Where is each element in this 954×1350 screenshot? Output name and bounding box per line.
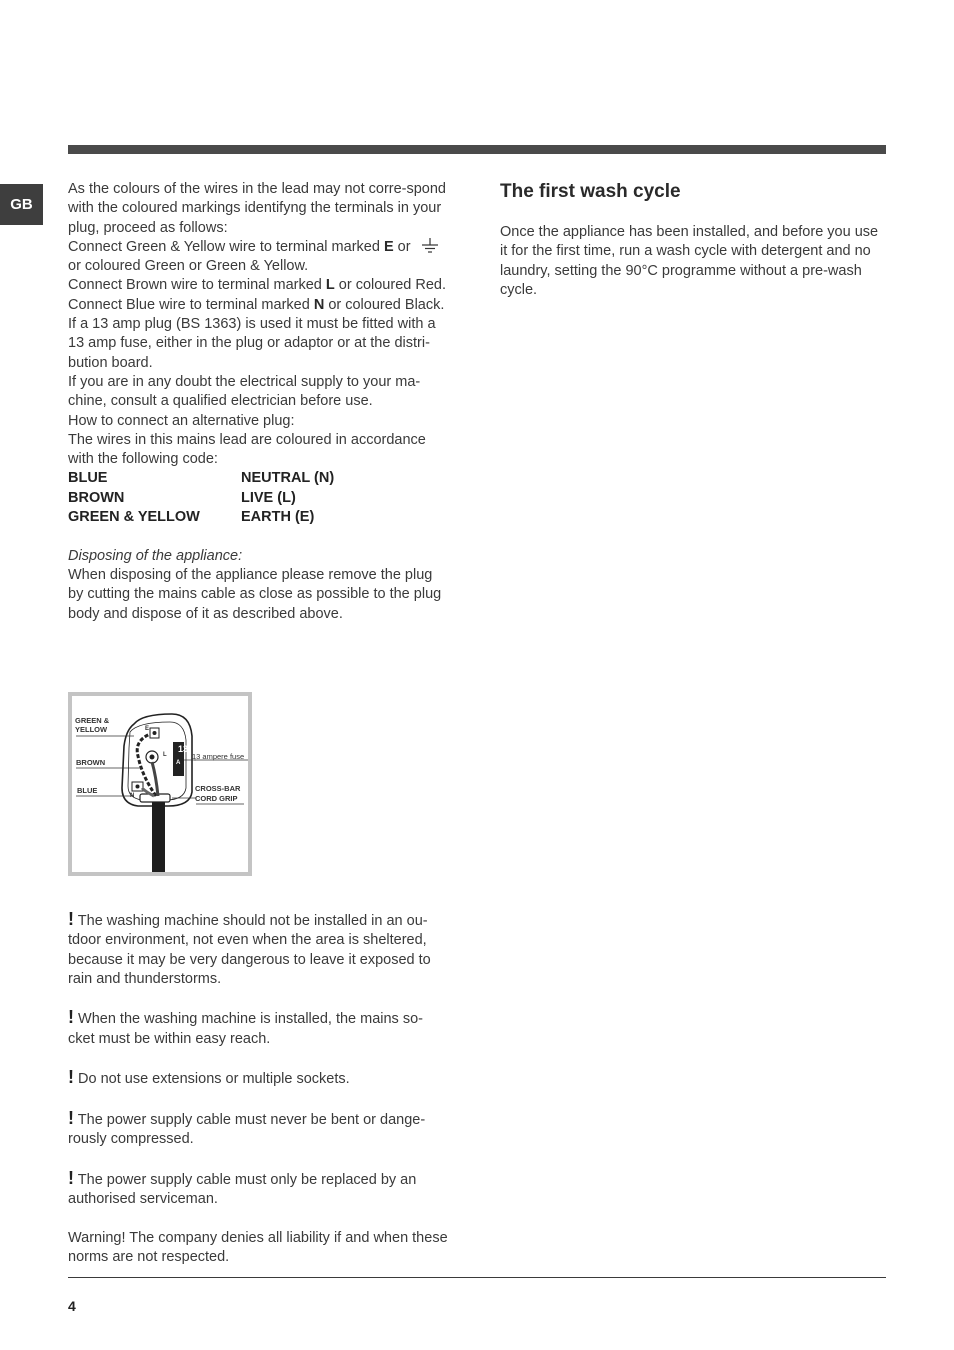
label-green: GREEN & — [75, 716, 110, 725]
code-row: BLUE NEUTRAL (N) — [68, 470, 335, 487]
terminal-l-mark: L — [163, 752, 167, 758]
language-tab: GB — [0, 184, 43, 225]
label-blue: BLUE — [77, 786, 98, 795]
left-column — [68, 180, 448, 624]
wire-code-table — [68, 469, 448, 527]
earth-icon — [421, 238, 439, 254]
page-number: 4 — [68, 1298, 76, 1314]
liability-notice: Warning! The company denies all liability if and when these norms are not respected. — [68, 1229, 448, 1266]
label-crossbar: CROSS-BAR — [195, 784, 241, 793]
intro-text: As the colours of the wires in the lead may not corre-spond with the coloured markings identifyng the terminals in your plug, proceed as follows: — [68, 181, 446, 236]
green-yellow-instruction: Connect Green & Yellow wire to terminal marked E or or coloured Green or Green & Yellow. — [68, 238, 448, 277]
code-row: BROWN LIVE (L) — [68, 489, 296, 506]
safety-warnings — [68, 910, 448, 1267]
fuse-unit: A — [176, 760, 181, 766]
code-intro-text: The wires in this mains lead are coloured in accordance with the following code: — [68, 431, 426, 468]
label-yellow: YELLOW — [75, 725, 108, 734]
dispose-title: Disposing of the appliance: — [68, 547, 243, 564]
label-cord-grip: CORD GRIP — [195, 794, 238, 803]
plug-wiring-diagram — [68, 692, 252, 876]
warning-extensions: ! Do not use extensions or multiple sockets. — [68, 1067, 350, 1088]
right-column — [500, 180, 886, 300]
terminal-n-mark: N — [130, 793, 135, 799]
first-wash-text: Once the appliance has been installed, and before you use it for the first time, run a wash cycle with detergent and no laundry, setting the 90°C programme without a pre-wash cycle. — [500, 224, 879, 298]
dispose-text: When disposing of the appliance please remove the plug by cutting the mains cable as close as possible to the plug body and dispose of it as described above. — [68, 566, 442, 622]
brown-instruction: Connect Brown wire to terminal marked L or coloured Red. — [68, 277, 446, 294]
label-fuse: 13 ampere fuse — [192, 752, 245, 761]
doubt-text: If you are in any doubt the electrical supply to your ma-chine, consult a qualified electrician before use. — [68, 373, 421, 410]
blue-instruction: Connect Blue wire to terminal marked N or coloured Black. — [68, 296, 445, 313]
warning-socket: ! When the washing machine is installed, the mains so-cket must be within easy reach. — [68, 1007, 423, 1047]
fuse-mark: 13 — [178, 744, 189, 754]
bottom-rule — [68, 1277, 886, 1278]
warning-replace-cable: ! The power supply cable must only be replaced by an authorised serviceman. — [68, 1167, 417, 1208]
warning-outdoor: ! The washing machine should not be installed in an ou-tdoor environment, not even when the area is sheltered, because it may be very dangerous to leave it exposed to rain and thunderstorms. — [68, 909, 431, 987]
fuse-text: If a 13 amp plug (BS 1363) is used it must be fitted with a 13 amp fuse, either in the plug or adaptor or at the distri-bution board. — [68, 316, 436, 371]
label-brown: BROWN — [76, 758, 106, 767]
warning-bent-cable: ! The power supply cable must never be bent or dange-rously compressed. — [68, 1107, 426, 1148]
top-rule — [68, 145, 886, 154]
terminal-e-mark: E — [145, 726, 150, 732]
section-heading: The first wash cycle — [500, 181, 681, 202]
code-row: GREEN & YELLOW EARTH (E) — [68, 509, 315, 526]
alt-plug-text: How to connect an alternative plug: — [68, 412, 295, 429]
